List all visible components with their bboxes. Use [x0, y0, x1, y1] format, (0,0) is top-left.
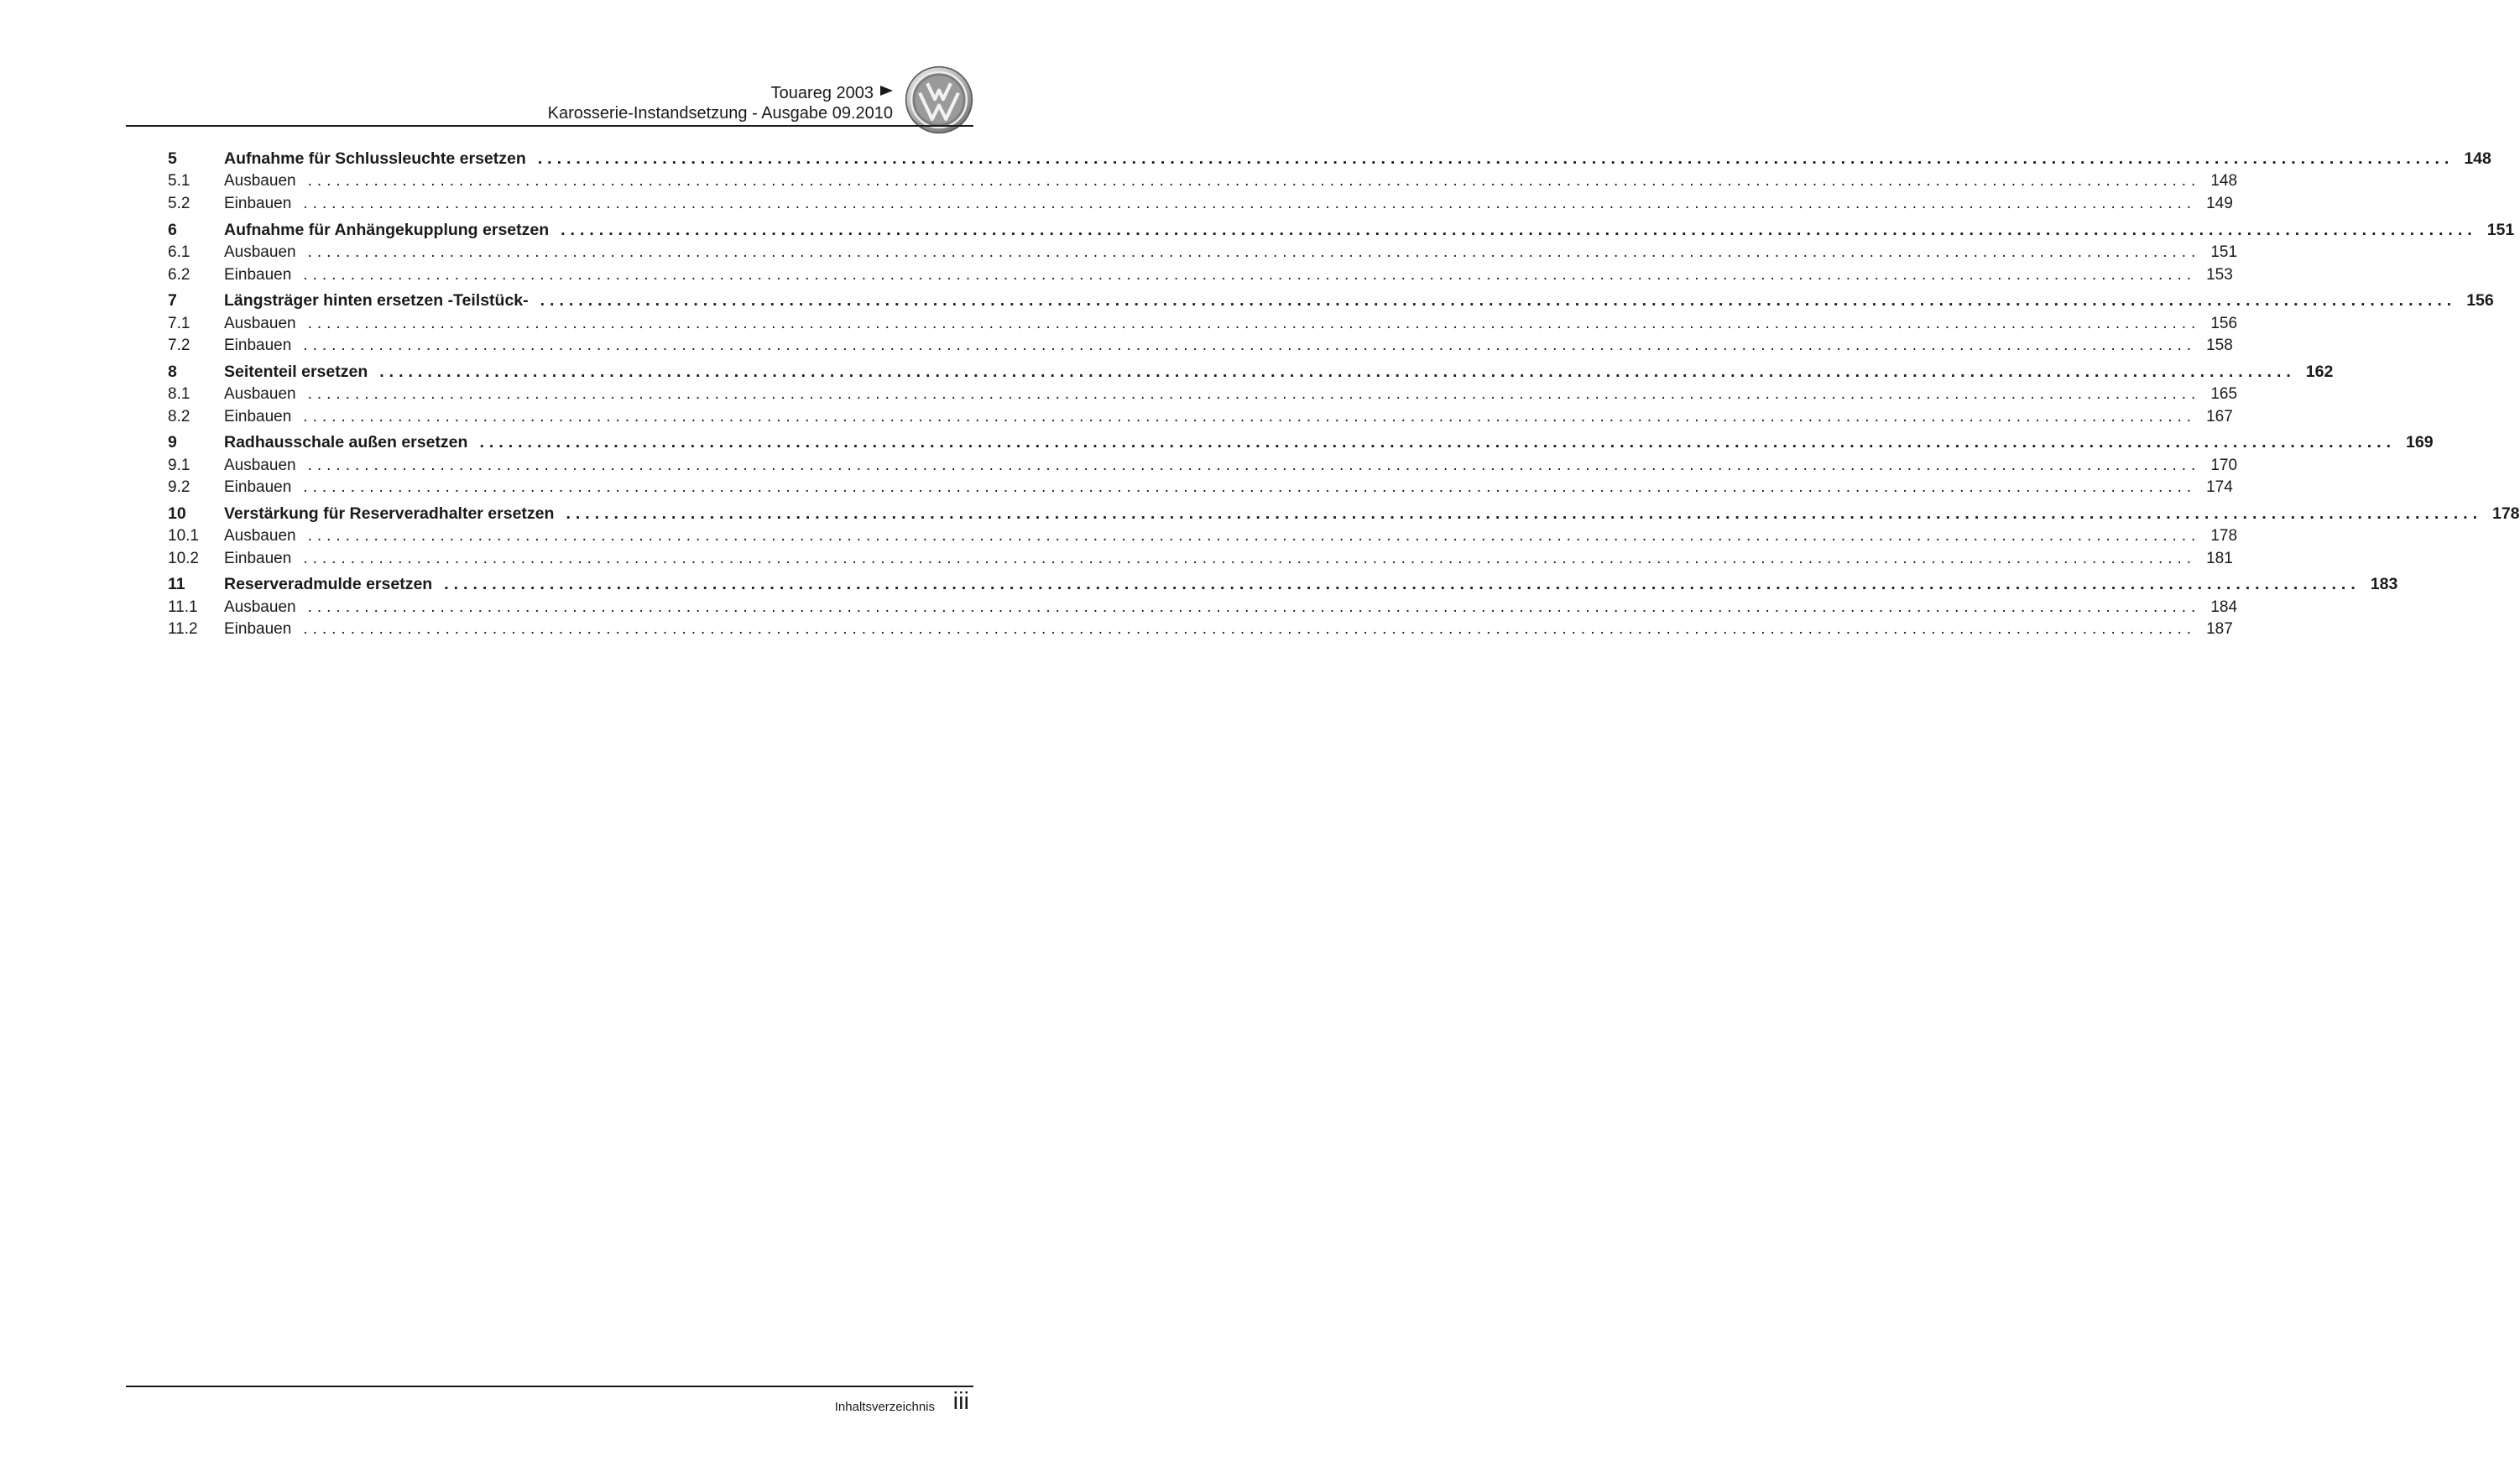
toc-leader-dots: ........................................................................................................................................................................................................: [303, 194, 2197, 212]
toc-entry-page: 178: [2210, 527, 2238, 545]
toc-entry-page: 148: [2464, 149, 2491, 168]
toc-entry-title: Ausbauen: [224, 527, 296, 545]
toc-entry-page: 149: [2206, 194, 2233, 212]
toc-leader-dots: ........................................................................................................................................................................................................: [307, 385, 2201, 404]
toc-entry-number: 6: [168, 220, 177, 239]
toc-entry-title: Radhausschale außen ersetzen: [224, 433, 468, 452]
toc-entry-page: 167: [2206, 407, 2233, 425]
toc-entry-title: Einbauen: [224, 478, 292, 497]
footer-divider: [126, 1386, 973, 1387]
toc-entry-title: Einbauen: [224, 620, 292, 639]
toc-entry-title: Einbauen: [224, 194, 292, 212]
toc-entry-section[interactable]: [168, 620, 2233, 643]
toc-entry-title: Ausbauen: [224, 314, 296, 332]
toc-entry-section[interactable]: [168, 456, 2238, 479]
toc-entry-page: 174: [2206, 478, 2233, 497]
toc-leader-dots: ........................................................................................................................................................................................................: [379, 362, 2296, 381]
toc-entry-title: Ausbauen: [224, 243, 296, 261]
toc-entry-page: 183: [2370, 575, 2398, 594]
toc-entry-title: Aufnahme für Anhängekupplung ersetzen: [224, 220, 550, 239]
toc-entry-number: 7.2: [168, 337, 190, 355]
toc-leader-dots: ........................................................................................................................................................................................................: [479, 433, 2396, 452]
toc-entry-title: Ausbauen: [224, 456, 296, 474]
toc-leader-dots: ........................................................................................................................................................................................................: [307, 243, 2201, 261]
vw-logo-icon: [905, 65, 973, 134]
toc-entry-page: 156: [2466, 291, 2494, 311]
toc-leader-dots: ........................................................................................................................................................................................................: [303, 265, 2197, 284]
toc-entry-chapter[interactable]: [168, 504, 2520, 527]
toc-entry-page: 181: [2206, 549, 2233, 567]
toc-entry-page: 178: [2491, 504, 2520, 523]
toc-entry-page: 169: [2406, 433, 2434, 452]
toc-entry-number: 5.2: [168, 194, 190, 212]
toc-entry-number: 10: [168, 504, 186, 523]
toc-entry-number: 6.1: [168, 243, 190, 261]
header-text: [548, 83, 893, 123]
toc-entry-section[interactable]: [168, 598, 2238, 621]
document-model: Touareg 2003: [770, 84, 874, 102]
toc-leader-dots: ........................................................................................................................................................................................................: [307, 527, 2201, 545]
toc-entry-title: Reserveradmulde ersetzen: [224, 575, 433, 594]
toc-entry-page: 187: [2206, 620, 2233, 639]
toc-entry-number: 8: [168, 362, 177, 381]
toc-entry-page: 158: [2206, 337, 2233, 355]
toc-entry-section[interactable]: [168, 337, 2233, 359]
footer-label: Inhaltsverzeichnis: [834, 1400, 935, 1414]
toc-entry-section[interactable]: [168, 265, 2233, 289]
toc-entry-title: Ausbauen: [224, 385, 296, 404]
toc-entry-section[interactable]: [168, 527, 2238, 550]
toc-entry-title: Ausbauen: [224, 598, 296, 616]
toc-entry-page: 148: [2210, 172, 2238, 191]
toc-entry-chapter[interactable]: [168, 149, 2491, 172]
toc-entry-title: Einbauen: [224, 265, 292, 284]
toc-entry-chapter[interactable]: [168, 220, 2515, 243]
toc-entry-chapter[interactable]: [168, 433, 2434, 456]
toc-entry-page: 156: [2210, 314, 2238, 332]
toc-entry-section[interactable]: [168, 407, 2233, 431]
table-of-contents: [168, 149, 2520, 643]
toc-leader-dots: ........................................................................................................................................................................................................: [566, 504, 2482, 523]
toc-entry-number: 8.2: [168, 407, 190, 425]
toc-entry-section[interactable]: [168, 385, 2238, 408]
toc-entry-number: 9.2: [168, 478, 190, 497]
toc-entry-title: Einbauen: [224, 407, 292, 425]
toc-entry-title: Einbauen: [224, 337, 292, 355]
toc-entry-title: Längsträger hinten ersetzen -Teilstück-: [224, 291, 529, 311]
toc-entry-number: 11: [168, 575, 185, 594]
header-title-line1: [548, 83, 893, 103]
toc-entry-number: 9: [168, 433, 177, 452]
toc-leader-dots: ........................................................................................................................................................................................................: [307, 314, 2201, 332]
toc-entry-number: 9.1: [168, 456, 190, 474]
toc-entry-section[interactable]: [168, 172, 2238, 195]
footer-page-number: iii: [952, 1388, 969, 1415]
toc-leader-dots: ........................................................................................................................................................................................................: [444, 575, 2361, 594]
header-title-line2: Karosserie-Instandsetzung - Ausgabe 09.2010: [547, 104, 893, 123]
toc-leader-dots: ........................................................................................................................................................................................................: [561, 220, 2477, 239]
toc-leader-dots: ........................................................................................................................................................................................................: [307, 172, 2201, 191]
toc-entry-number: 6.2: [168, 265, 190, 284]
toc-entry-section[interactable]: [168, 549, 2233, 572]
toc-leader-dots: ........................................................................................................................................................................................................: [303, 478, 2197, 497]
toc-entry-title: Einbauen: [224, 549, 292, 567]
toc-entry-page: 170: [2210, 456, 2238, 474]
toc-entry-section[interactable]: [168, 314, 2238, 337]
toc-entry-number: 10.2: [168, 549, 199, 567]
toc-entry-section[interactable]: [168, 194, 2233, 217]
toc-entry-title: Verstärkung für Reserveradhalter ersetzen: [224, 504, 555, 523]
toc-leader-dots: ........................................................................................................................................................................................................: [303, 337, 2197, 355]
toc-entry-title: Ausbauen: [224, 172, 296, 191]
toc-leader-dots: ........................................................................................................................................................................................................: [303, 549, 2197, 567]
toc-entry-page: 165: [2210, 385, 2238, 404]
toc-entry-number: 10.1: [168, 527, 199, 545]
toc-entry-title: Aufnahme für Schlussleuchte ersetzen: [224, 149, 526, 168]
toc-entry-number: 7.1: [168, 314, 190, 332]
header-divider: [126, 125, 973, 127]
toc-entry-page: 162: [2305, 362, 2334, 381]
toc-leader-dots: ........................................................................................................................................................................................................: [303, 620, 2197, 639]
toc-entry-page: 184: [2210, 598, 2238, 616]
toc-leader-dots: ........................................................................................................................................................................................................: [307, 456, 2201, 474]
toc-entry-section[interactable]: [168, 478, 2233, 501]
toc-entry-page: 151: [2210, 243, 2238, 261]
toc-leader-dots: ........................................................................................................................................................................................................: [537, 149, 2455, 168]
toc-leader-dots: ........................................................................................................................................................................................................: [540, 291, 2457, 311]
toc-entry-chapter[interactable]: [168, 291, 2494, 314]
page-header: [126, 0, 973, 128]
arrow-right-icon: [880, 86, 893, 96]
toc-entry-number: 7: [168, 291, 177, 311]
toc-entry-section[interactable]: [168, 243, 2238, 266]
toc-entry-page: 153: [2206, 265, 2233, 284]
toc-entry-number: 11.2: [168, 620, 198, 639]
toc-entry-number: 5: [168, 149, 177, 168]
toc-leader-dots: ........................................................................................................................................................................................................: [303, 407, 2197, 425]
toc-entry-number: 5.1: [168, 172, 190, 191]
toc-entry-number: 11.1: [168, 598, 198, 616]
toc-leader-dots: ........................................................................................................................................................................................................: [307, 598, 2201, 616]
toc-entry-page: 151: [2486, 220, 2515, 239]
toc-entry-chapter[interactable]: [168, 575, 2398, 598]
toc-entry-chapter[interactable]: [168, 362, 2334, 385]
toc-entry-number: 8.1: [168, 385, 190, 404]
toc-entry-title: Seitenteil ersetzen: [224, 362, 368, 381]
